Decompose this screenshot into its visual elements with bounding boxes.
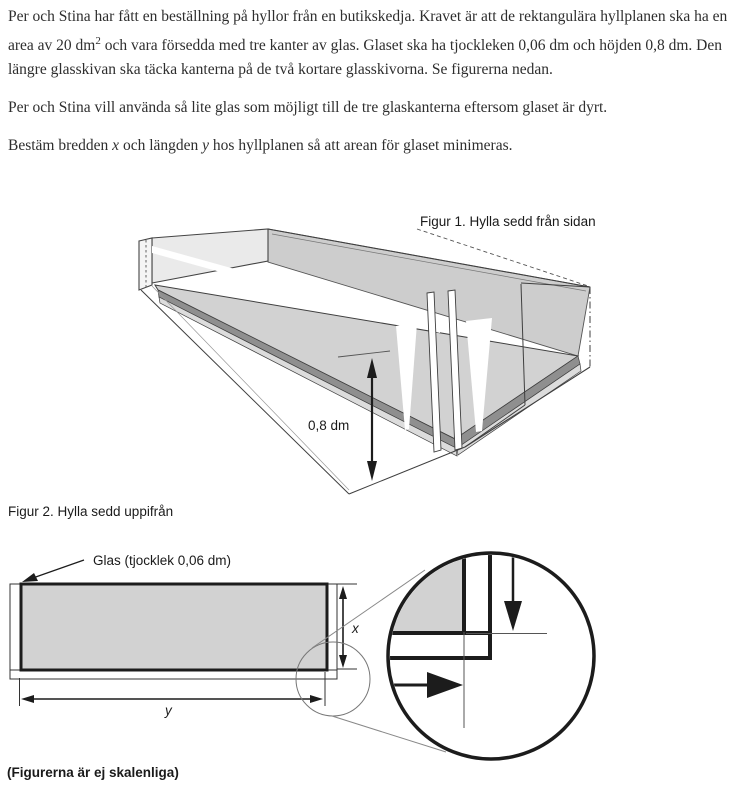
paragraph-3: Bestäm bredden x och längden y hos hyllplanen så att arean för glaset minimeras. <box>8 137 513 155</box>
problem-text <box>8 5 752 172</box>
front-glass-bottom-edge <box>349 447 465 494</box>
figure2-drawing <box>0 548 610 768</box>
figure2-caption: Figur 2. Hylla sedd uppifrån <box>8 504 174 519</box>
height-arrow-head-bottom <box>367 461 377 481</box>
glass-label-arrow-head <box>22 573 38 582</box>
width-dimension-label: x <box>352 621 359 636</box>
x-arrow-head-bottom <box>339 655 347 668</box>
paragraph-1-text: Per och Stina har fått en beställning på hyllor från en butikskedja. Kravet är att de rektangulära hyllplanen ska ha en area av 20 dm <box>8 8 728 55</box>
squared-superscript: 2 <box>95 35 101 47</box>
not-to-scale-note: (Figurerna är ej skalenliga) <box>7 765 179 780</box>
x-arrow-head-top <box>339 586 347 599</box>
y-arrow-head-left <box>21 695 34 703</box>
paragraph-1 <box>8 5 752 82</box>
glass-label-leader-line <box>30 560 84 579</box>
figure1-caption: Figur 1. Hylla sedd från sidan <box>420 214 596 229</box>
y-arrow-head-right <box>310 695 323 703</box>
variable-y: y <box>202 137 210 155</box>
length-dimension-label: y <box>165 703 172 718</box>
paragraph-2 <box>8 96 752 120</box>
shelf-plane <box>21 584 327 670</box>
glass-thickness-label: Glas (tjocklek 0,06 dm) <box>93 553 232 568</box>
paragraph-2-text: Per och Stina vill använda så lite glas som möjligt till de tre glaskanterna eftersom glaset är dyrt. <box>8 99 608 117</box>
paragraph-1-text-after: och vara försedda med tre kanter av glas. Glaset ska ha tjockleken 0,06 dm och höjden 0,8 dm. Den längre glasskivan ska täcka kanterna på de två kortare glasskivorna. Se figurerna nedan. <box>8 37 722 79</box>
left-end-glass <box>139 238 152 290</box>
figure1-drawing <box>95 222 600 500</box>
figure1-height-label: 0,8 dm <box>308 418 350 433</box>
left-glass-strip <box>10 584 21 670</box>
variable-x: x <box>112 137 120 155</box>
